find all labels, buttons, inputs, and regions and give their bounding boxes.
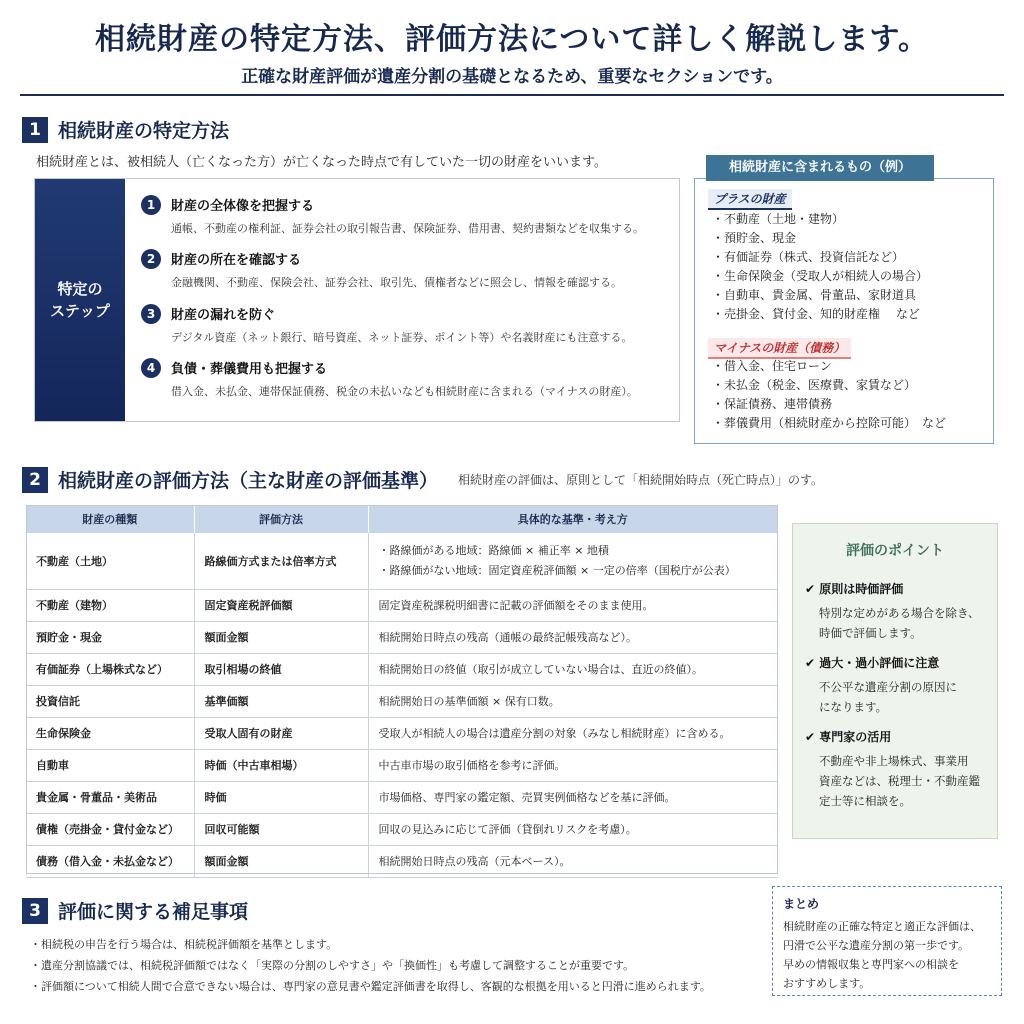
- table-row: [26, 533, 778, 589]
- table-header: 評価方法: [194, 505, 368, 533]
- asset-type-cell: 自動車: [26, 749, 194, 781]
- minus-assets-label: マイナスの財産（債務）: [708, 338, 851, 359]
- section3-title: 評価に関する補足事項: [58, 901, 249, 923]
- list-item: ・ 有価証券（株式、投資信託など）: [712, 248, 928, 267]
- table-row: [26, 717, 778, 749]
- basis-cell: 相続開始日の終値（取引が成立していない場合は、直近の終値）。: [368, 653, 778, 685]
- method-cell: 時価: [194, 781, 368, 813]
- list-item: ・ 生命保険金（受取人が相続人の場合）: [712, 267, 928, 286]
- method-cell: 路線価方式または倍率方式: [194, 533, 368, 589]
- method-cell: 受取人固有の財産: [194, 717, 368, 749]
- basis-cell: 固定資産税課税明細書に記載の評価額をそのまま使用。: [368, 589, 778, 621]
- examples-heading: 相続財産に含まれるもの（例）: [706, 155, 934, 181]
- point-head: ✔ 専門家の活用: [805, 728, 993, 745]
- method-cell: 取引相場の終値: [194, 653, 368, 685]
- list-item: ・ 自動車、貴金属、骨董品、家財道具: [712, 286, 928, 305]
- page-title: 相続財産の特定方法、評価方法について詳しく解説します。: [95, 22, 929, 57]
- asset-type-cell: 投資信託: [26, 685, 194, 717]
- point-desc: [819, 603, 993, 643]
- point-desc-line: 不公平な遺産分割の原因に: [819, 680, 957, 694]
- list-item: ・ 未払金（税金、医療費、家賃など）: [712, 376, 946, 395]
- step-item: [141, 304, 671, 345]
- steps-label: [35, 179, 125, 421]
- step-desc: 借入金、未払金、連帯保証債務、税金の未払いなども相続財産に含まれる（マイナスの財産）。: [171, 385, 638, 398]
- basis-line: ・路線価がある地域：路線価 × 補正率 × 地積: [378, 543, 609, 557]
- list-item: ・ 葬儀費用（相続財産から控除可能） など: [712, 414, 946, 433]
- summary-line: 早めの情報収集と専門家への相談を: [783, 958, 959, 971]
- point-desc: [819, 751, 993, 811]
- asset-type-cell: 生命保険金: [26, 717, 194, 749]
- table-row: [26, 653, 778, 685]
- step-title: 財産の漏れを防ぐ: [171, 308, 276, 323]
- valuation-points-box: [792, 523, 998, 839]
- point-desc-line: 不動産や非上場株式、事業用: [819, 754, 969, 768]
- step-item: [141, 358, 671, 399]
- summary-box: [772, 886, 1002, 996]
- list-item: ・ 預貯金、現金: [712, 229, 928, 248]
- note-item: ・ 遺産分割協議では、相続税評価額ではなく「実際の分割のしやすさ」や「換価性」も考慮して調整することが重要です。: [30, 955, 770, 976]
- asset-type-cell: 不動産（土地）: [26, 533, 194, 589]
- section1-intro: 相続財産とは、被相続人（亡くなった方）が亡くなった時点で有していた一切の財産をいいます。: [36, 155, 607, 170]
- section2-note: 相続財産の評価は、原則として「相続開始時点（死亡時点）」のす。: [458, 473, 824, 487]
- method-cell: 固定資産税評価額: [194, 589, 368, 621]
- list-item: ・ 保証債務、連帯債務: [712, 395, 946, 414]
- point-desc: [819, 677, 993, 717]
- point-desc-line: 特別な定めがある場合を除き、: [819, 606, 980, 620]
- point-desc-line: 定士等に相談を。: [819, 794, 911, 808]
- section3-number: 3: [22, 898, 48, 924]
- note-item: ・ 評価額について相続人間で合意できない場合は、専門家の意見書や鑑定評価書を取得し、客観的な根拠を用いると円滑に進められます。: [30, 976, 770, 997]
- asset-type-cell: 貴金属・骨董品・美術品: [26, 781, 194, 813]
- section3-heading: [22, 897, 248, 924]
- note-item: ・ 相続税の申告を行う場合は、相続税評価額を基準とします。: [30, 934, 770, 955]
- minus-assets-list: [712, 357, 946, 433]
- method-cell: 額面金額: [194, 845, 368, 877]
- steps-box: [34, 178, 680, 422]
- basis-cell: 回収の見込みに応じて評価（貸倒れリスクを考慮）。: [368, 813, 778, 845]
- list-item: ・ 売掛金、貸付金、知的財産権 など: [712, 305, 928, 324]
- table-header: 財産の種類: [26, 505, 194, 533]
- basis-cell: 受取人が相続人の場合は遺産分割の対象（みなし相続財産）に含める。: [368, 717, 778, 749]
- plus-assets-label: プラスの財産: [708, 189, 792, 210]
- point-item: [805, 654, 993, 717]
- step-title: 負債・葬儀費用も把握する: [171, 362, 328, 377]
- asset-type-cell: 債権（売掛金・貸付金など）: [26, 813, 194, 845]
- method-cell: 額面金額: [194, 621, 368, 653]
- summary-title: まとめ: [783, 897, 820, 911]
- table-row: [26, 781, 778, 813]
- method-cell: 時価（中古車相場）: [194, 749, 368, 781]
- table-header-row: [26, 505, 778, 533]
- step-desc: デジタル資産（ネット銀行、暗号資産、ネット証券、ポイント等）や名義財産にも注意する。: [171, 331, 633, 344]
- steps-label-line1: 特定の: [57, 280, 103, 298]
- table-row: [26, 589, 778, 621]
- plus-assets-list: [712, 210, 928, 324]
- basis-cell: 相続開始日時点の残高（元本ベース）。: [368, 845, 778, 877]
- table-row: [26, 685, 778, 717]
- point-desc-line: になります。: [819, 700, 888, 714]
- point-head: ✔ 原則は時価評価: [805, 580, 993, 597]
- point-desc-line: 時価で評価します。: [819, 626, 922, 640]
- header-divider: [20, 94, 1004, 96]
- asset-type-cell: 債務（借入金・未払金など）: [26, 845, 194, 877]
- summary-line: 相続財産の正確な特定と適正な評価は、: [783, 920, 981, 933]
- section2-title: 相続財産の評価方法（主な財産の評価基準）: [58, 470, 439, 492]
- valuation-table: [26, 505, 778, 878]
- point-item: [805, 580, 993, 643]
- table-row: [26, 749, 778, 781]
- basis-line: ・路線価がない地域：固定資産税評価額 × 一定の倍率（国税庁が公表）: [378, 563, 736, 577]
- summary-line: おすすめします。: [783, 977, 871, 990]
- step-title: 財産の全体像を把握する: [171, 199, 315, 214]
- step-number: 3: [141, 304, 161, 324]
- step-number: 2: [141, 249, 161, 269]
- basis-cell: 相続開始日時点の残高（通帳の最終記帳残高など）。: [368, 621, 778, 653]
- table-row: [26, 845, 778, 877]
- section1-number: 1: [22, 117, 48, 143]
- point-item: [805, 728, 993, 811]
- method-cell: 基準価額: [194, 685, 368, 717]
- supplementary-notes: [30, 934, 770, 997]
- list-item: ・ 不動産（土地・建物）: [712, 210, 928, 229]
- steps-label-line2: ステップ: [50, 302, 110, 320]
- step-number: 1: [141, 195, 161, 215]
- section1-heading: [22, 116, 229, 143]
- step-title: 財産の所在を確認する: [171, 253, 302, 268]
- asset-type-cell: 不動産（建物）: [26, 589, 194, 621]
- basis-cell: 相続開始日の基準価額 × 保有口数。: [368, 685, 778, 717]
- step-desc: 通帳、不動産の権利証、証券会社の取引報告書、保険証券、借用書、契約書類などを収集する。: [171, 222, 644, 235]
- point-head: ✔ 過大・過小評価に注意: [805, 654, 993, 671]
- step-number: 4: [141, 358, 161, 378]
- section2-heading: [22, 466, 823, 493]
- page-subtitle: 正確な財産評価が遺産分割の基礎となるため、重要なセクションです。: [241, 67, 783, 87]
- points-title: 評価のポイント: [846, 543, 944, 559]
- asset-type-cell: 有価証券（上場株式など）: [26, 653, 194, 685]
- method-cell: 回収可能額: [194, 813, 368, 845]
- section1-title: 相続財産の特定方法: [58, 120, 230, 142]
- table-row: [26, 813, 778, 845]
- summary-text: [783, 917, 997, 993]
- step-item: [141, 249, 671, 290]
- summary-line: 円滑で公平な遺産分割の第一歩です。: [783, 939, 970, 952]
- basis-cell: 市場価格、専門家の鑑定額、売買実例価格などを基に評価。: [368, 781, 778, 813]
- basis-cell: [368, 533, 778, 589]
- point-desc-line: 資産などは、税理士・不動産鑑: [819, 774, 980, 788]
- table-header: 具体的な基準・考え方: [368, 505, 778, 533]
- basis-cell: 中古車市場の取引価格を参考に評価。: [368, 749, 778, 781]
- step-item: [141, 195, 671, 236]
- step-desc: 金融機関、不動産、保険会社、証券会社、取引先、債権者などに照会し、情報を確認する。: [171, 276, 622, 289]
- asset-type-cell: 預貯金・現金: [26, 621, 194, 653]
- table-row: [26, 621, 778, 653]
- section2-number: 2: [22, 467, 48, 493]
- list-item: ・ 借入金、住宅ローン: [712, 357, 946, 376]
